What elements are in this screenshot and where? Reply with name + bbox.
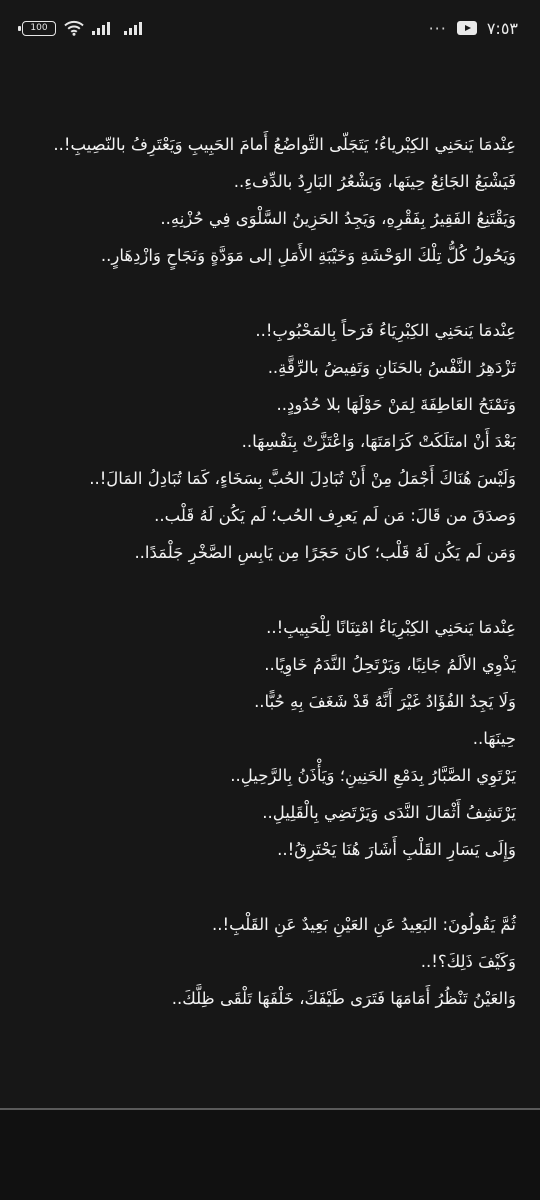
text-line: ثُمَّ يَقُولُونَ: البَعِيدُ عَنِ العَيْنِ بَعِيدٌ عَنِ القَلْبِ!.. [211, 915, 516, 934]
text-line: وَتَمْنَحُ العَاطِفَةَ لِمَنْ حَوْلَهَا بلا حُدُودٍ.. [276, 395, 516, 414]
text-line: يَذْوِي الألَمُ جَانِبًا، وَيَرْتَحِلُ النَّدَمُ خَاوِيًا.. [264, 655, 516, 674]
text-line: وَكَيْفَ ذَلِكَ؟!.. [420, 952, 516, 971]
stanza-3 [24, 613, 516, 865]
stanza-1 [24, 130, 516, 271]
text-line: حِينَهَا.. [472, 729, 516, 748]
bottom-panel [0, 1110, 540, 1200]
text-line: فَيَشْبَعُ الجَائِعُ حِينَها، وَيَشْعُرُ البَارِدُ بالدِّفءِ.. [233, 172, 516, 191]
clock-time: ٧:٥٣ [486, 18, 518, 38]
text-line: وَيَقْتَنِعُ الفَقِيرُ بِفَقْرِهِ، وَيَجِدُ الحَزِينُ السَّلْوَى فِي حُزْنِهِ.. [160, 209, 516, 228]
youtube-notification-icon [457, 21, 477, 35]
text-line: عِنْدمَا يَنحَنِي الكِبْرياءُ؛ يَتَجَلّى التَّواضُعُ أَمامَ الحَبِيبِ وَيَعْتَرِفُ بالنّصِيبِ!.. [53, 135, 516, 154]
text-line: يَرْتَشِفُ أَثْمَالَ النَّدَى وَيَرْتَضِي بِالْقَلِيلِ.. [262, 803, 516, 822]
more-notifications-indicator: ··· [428, 18, 447, 38]
status-icons-right [429, 16, 518, 40]
status-icons-left [22, 16, 148, 40]
stanza-4 [24, 910, 516, 1014]
text-line: يَرْتَوِي الصَّبَّارُ بِدَمْعِ الحَنِينِ؛ وَيَأْذَنُ بِالرَّحِيلِ.. [230, 766, 516, 785]
wifi-icon [64, 20, 84, 36]
text-line: وَيَحُولُ كُلُّ تِلْكَ الوَحْشَةِ وَخَيْبَةِ الأَمَلِ إلى مَوَدَّةٍ وَنَجَاحٍ وَازْدِهَارٍ.. [100, 246, 516, 265]
stanza-2 [24, 316, 516, 568]
signal-icon [124, 21, 148, 35]
text-line: عِنْدمَا يَنحَنِي الكِبْرِيَاءُ امْتِنَانًا لِلْحَبِيبِ!.. [266, 618, 516, 637]
status-bar [0, 0, 540, 56]
text-line: وَلَيْسَ هُنَاكَ أَجْمَلُ مِنْ أَنْ تُبَادِلَ الحُبَّ بِسَخَاءٍ، كَمَا تُبَادِلُ المَالَ!.. [89, 469, 516, 488]
signal-icon [92, 21, 116, 35]
text-line: وَصدَقَ من قَالَ: مَن لَم يَعرِف الحُب؛ لَم يَكُن لَهُ قَلْب.. [154, 506, 516, 525]
text-line: تَزْدَهِرُ النَّفْسُ بالحَنَانِ وَتَفِيضُ بالرِّقَّةِ.. [267, 358, 516, 377]
text-line: عِنْدمَا يَنحَنِي الكِبْرِيَاءُ فَرَحاً بِالمَحْبُوبِ!.. [255, 321, 516, 340]
text-line: وَالعَيْنُ تَنْظُرُ أَمَامَهَا فَتَرَى طَيْفَكَ، خَلْفَهَا تَلْقَى ظِلَّكَ.. [171, 989, 516, 1008]
battery-icon [22, 21, 56, 36]
text-line: وَلَا يَجِدُ الفُؤَادُ غَيْرَ أَنَّهُ قَدْ شَغَفَ بِهِ حُبًّا.. [254, 692, 516, 711]
battery-level: 100 [30, 23, 48, 33]
text-line: وَمَن لَم يَكُن لَهُ قَلْب؛ كانَ حَجَرًا مِن يَابِسِ الصَّخْرِ جَلْمَدًا.. [134, 543, 516, 562]
text-line: وَإِلَى يَسَارِ القَلْبِ أَشَارَ هُنَا يَحْتَرِقُ!.. [277, 840, 516, 859]
text-line: بَعْدَ أَنْ امتَلَكَتْ كَرَامَتَهَا، وَاعْتَزَّتْ بِنَفْسِهَا.. [241, 432, 516, 451]
text-content [24, 130, 516, 1059]
